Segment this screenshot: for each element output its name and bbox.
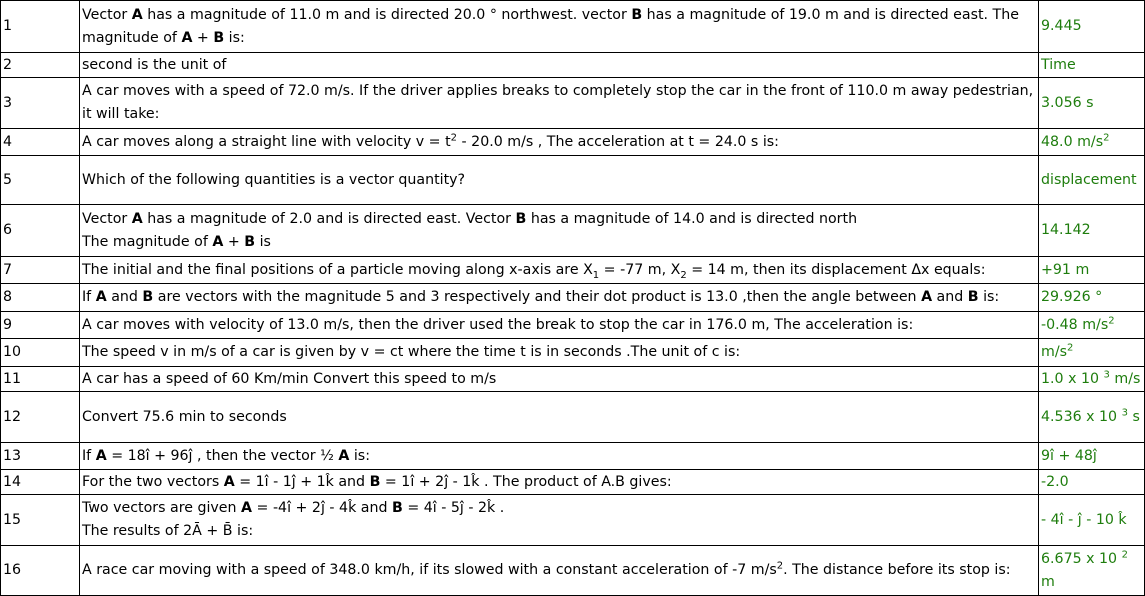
text-fragment: 14.142 [1041,222,1091,238]
table-row [1,312,1145,339]
text-fragment: Which of the following quantities is a vector quantity? [82,171,466,188]
question-text-cell [80,392,1039,443]
question-text-cell [80,156,1039,205]
table-row [1,546,1145,596]
question-text-cell [80,443,1039,470]
bold-vector-symbol: B [213,29,225,46]
question-text-cell [80,367,1039,392]
text-fragment: 6.675 x 10 [1041,550,1122,567]
text-fragment: A car moves along a straight line with velocity v = t [82,133,451,150]
question-number-cell: 9 [1,312,80,339]
text-fragment: The results of 2Ā + B̄ is: [82,523,254,539]
bold-vector-symbol: B [967,289,979,305]
bold-vector-symbol: A [95,447,107,464]
question-number-cell: 2 [1,53,80,78]
subscript: 2 [680,269,687,281]
text-fragment: Vector [82,210,132,227]
bold-vector-symbol: A [241,500,253,516]
bold-vector-symbol: A [223,473,235,490]
text-fragment: The magnitude of [82,233,213,250]
text-fragment: The speed v in m/s of a car is given by v = ct where the time t is in seconds .The unit of c is: [82,344,741,360]
text-fragment: If [82,447,96,464]
superscript: 3 [1103,368,1110,380]
question-text-cell [80,284,1039,312]
bold-vector-symbol: A [921,289,933,305]
text-fragment: = -77 m, X [599,261,681,278]
question-text-cell [80,78,1039,129]
text-fragment: = 4î - 5ĵ - 2k̂ . [402,500,505,516]
text-fragment: Convert 75.6 min to seconds [82,408,287,425]
text-fragment: A race car moving with a speed of 348.0 km/h, if its slowed with a constant acceleration of -7 m/s [82,562,777,578]
question-text-cell [80,205,1039,257]
question-number-cell: 13 [1,443,80,470]
text-fragment: Vector [82,6,132,23]
text-fragment: -0.48 m/s [1041,316,1109,333]
superscript: 2 [1121,548,1128,560]
table-row [1,78,1145,129]
question-number-cell: 6 [1,205,80,257]
bold-vector-symbol: B [631,6,643,23]
text-fragment: . The distance before its stop is: [783,562,1011,578]
question-number-cell: 12 [1,392,80,443]
question-number-cell: 7 [1,257,80,284]
table-row [1,284,1145,312]
table-body [1,1,1145,596]
answer-cell [1039,470,1145,495]
text-fragment: and [106,289,143,305]
text-fragment: - 4î - ĵ - 10 k̂ [1041,511,1127,528]
answer-cell [1039,78,1145,129]
answer-cell [1039,53,1145,78]
table-row [1,156,1145,205]
question-text-cell [80,129,1039,156]
superscript: 2 [1103,131,1110,143]
text-fragment: -2.0 [1041,473,1069,490]
text-fragment: - 20.0 m/s , The acceleration at t = 24.0 s is: [457,133,779,150]
question-text-cell [80,257,1039,284]
text-fragment: s [1127,408,1140,425]
text-fragment: has a magnitude of 2.0 and is directed east. Vector [142,210,516,227]
text-fragment: m/s [1041,344,1067,360]
table-row [1,257,1145,284]
question-number-cell: 11 [1,367,80,392]
text-fragment: is [255,233,271,250]
question-text-cell [80,546,1039,596]
answer-cell [1039,205,1145,257]
superscript: 2 [776,560,784,572]
answer-cell [1039,546,1145,596]
subscript: 1 [592,269,600,281]
answer-cell [1039,156,1145,205]
text-fragment: + [223,233,245,250]
answer-cell [1039,129,1145,156]
bold-vector-symbol: A [338,447,350,464]
text-fragment: Time [1041,56,1076,73]
text-fragment: 3.056 s [1041,94,1094,111]
text-fragment: is: [224,29,245,46]
text-fragment: second is the unit of [82,56,227,73]
question-text-cell [80,53,1039,78]
text-fragment: is: [978,289,1000,305]
text-fragment: The initial and the final positions of a particle moving along x-axis are X [82,261,593,278]
answer-cell [1039,392,1145,443]
answer-cell [1039,367,1145,392]
text-fragment: +91 m [1041,261,1090,278]
question-text-cell [80,312,1039,339]
text-fragment: has a magnitude of 11.0 m and is directed 20.0 ° northwest. vector [142,6,632,23]
table-row [1,495,1145,546]
text-fragment: 48.0 m/s [1041,133,1104,150]
text-fragment: = 1î + 2ĵ - 1k̂ . The product of A.B gives: [380,473,672,490]
bold-vector-symbol: B [142,289,154,305]
bold-vector-symbol: A [131,210,143,227]
superscript: 2 [1067,342,1074,354]
text-fragment: m [1041,573,1055,590]
question-text-cell [80,495,1039,546]
superscript: 3 [1121,406,1128,418]
text-fragment: 4.536 x 10 [1041,408,1122,425]
answer-cell [1039,495,1145,546]
bold-vector-symbol: B [369,473,381,490]
table-row [1,53,1145,78]
question-text-cell [80,470,1039,495]
question-number-cell: 4 [1,129,80,156]
text-fragment: If [82,289,96,305]
table-row [1,129,1145,156]
text-fragment: A car has a speed of 60 Km/min Convert this speed to m/s [82,370,497,387]
question-text-cell [80,1,1039,53]
text-fragment: A car moves with a speed of 72.0 m/s. If the driver applies breaks to completely stop the car in the front of 110.0 m away pedestrian, it will take: [82,83,1034,122]
question-text-cell [80,339,1039,367]
text-fragment: displacement [1041,171,1137,188]
text-fragment: has a magnitude of 19.0 m and is directed east. The magnitude of [82,6,1019,46]
text-fragment: 9î + 48ĵ [1041,447,1097,464]
answer-cell [1039,339,1145,367]
text-fragment: = 1î - 1ĵ + 1k̂ and [234,473,370,490]
table-row [1,367,1145,392]
table-row [1,205,1145,257]
table-row [1,443,1145,470]
question-number-cell: 14 [1,470,80,495]
table-row [1,392,1145,443]
bold-vector-symbol: A [212,233,224,250]
question-number-cell: 16 [1,546,80,596]
answer-cell [1039,1,1145,53]
text-fragment: has a magnitude of 14.0 and is directed north [526,210,858,227]
bold-vector-symbol: A [181,29,193,46]
text-fragment: = 14 m, then its displacement Δx equals: [686,261,986,278]
text-fragment: + [192,29,214,46]
question-number-cell: 10 [1,339,80,367]
bold-vector-symbol: B [515,210,527,227]
question-number-cell: 1 [1,1,80,53]
bold-vector-symbol: A [131,6,143,23]
text-fragment: A car moves with velocity of 13.0 m/s, then the driver used the break to stop the car in 176.0 m, The acceleration is: [82,316,914,333]
question-number-cell: 3 [1,78,80,129]
text-fragment: Two vectors are given [82,500,242,516]
text-fragment: 9.445 [1041,18,1082,34]
answer-cell [1039,443,1145,470]
bold-vector-symbol: A [95,289,107,305]
answer-cell [1039,312,1145,339]
text-fragment: is: [349,447,370,464]
table-row [1,470,1145,495]
table-row [1,339,1145,367]
superscript: 2 [450,131,458,143]
bold-vector-symbol: B [392,500,403,516]
text-fragment: m/s [1109,370,1141,387]
answer-cell [1039,284,1145,312]
question-number-cell: 8 [1,284,80,312]
text-fragment: are vectors with the magnitude 5 and 3 respectively and their dot product is 13.0 ,then the angle between [153,289,922,305]
table-row [1,1,1145,53]
text-fragment: and [932,289,968,305]
text-fragment: 29.926 ° [1041,289,1103,305]
superscript: 2 [1108,314,1115,326]
text-fragment: 1.0 x 10 [1041,370,1104,387]
text-fragment: = -4î + 2ĵ - 4k̂ and [252,500,392,516]
question-number-cell: 15 [1,495,80,546]
text-fragment: = 18î + 96ĵ , then the vector ½ [106,447,339,464]
bold-vector-symbol: B [244,233,256,250]
text-fragment: For the two vectors [82,473,224,490]
answer-cell [1039,257,1145,284]
question-number-cell: 5 [1,156,80,205]
